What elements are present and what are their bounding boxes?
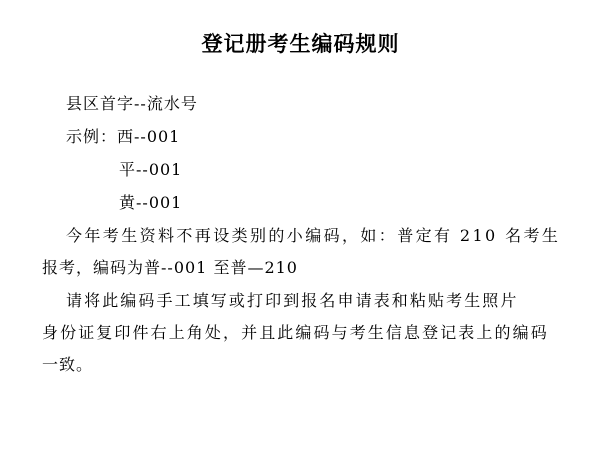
paragraph-2-line-2: 身份证复印件右上角处，并且此编码与考生信息登记表上的编码 — [42, 323, 549, 342]
paragraph-1-line-2: 报考，编码为普--001 至普—210 — [42, 258, 298, 277]
encoding-rule-text: 县区首字--流水号 — [66, 94, 198, 113]
paragraph-2-line-3: 一致。 — [42, 355, 94, 374]
example-line-3: 黄--001 — [119, 193, 183, 212]
paragraph-1-line-1: 今年考生资料不再设类别的小编码，如：普定有 210 名考生 — [66, 226, 561, 245]
paragraph-2-line-1: 请将此编码手工填写或打印到报名申请表和粘贴考生照片 — [66, 291, 519, 310]
example-line-1: 示例：西--001 — [66, 127, 181, 146]
document-title: 登记册考生编码规则 — [201, 32, 400, 56]
example-line-2: 平--001 — [119, 160, 183, 179]
